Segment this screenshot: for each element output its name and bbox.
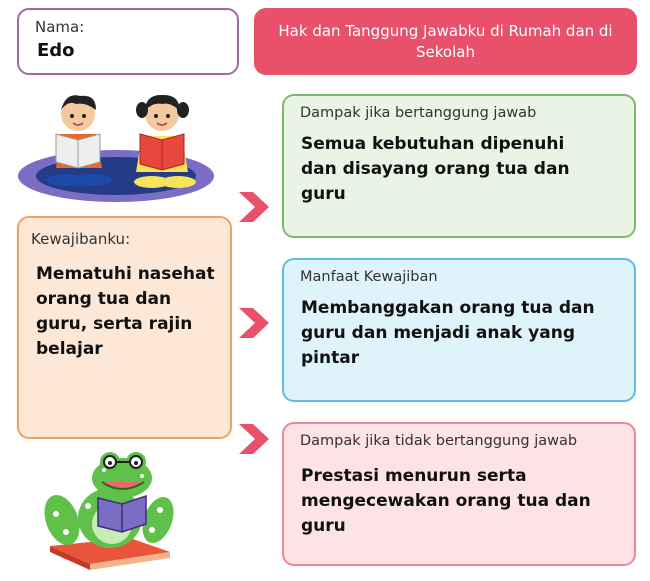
card-label: Dampak jika tidak bertanggung jawab [300, 433, 578, 449]
card-text: Prestasi menurun serta mengecewakan orang tua dan guru [301, 466, 591, 536]
card-text: Membanggakan orang tua dan guru dan menjadi anak yang pintar [301, 298, 595, 368]
card-responsible-impact [282, 94, 636, 238]
card-label: Dampak jika bertanggung jawab [300, 105, 537, 121]
duty-label: Kewajibanku: [31, 230, 131, 248]
arrow-right-icon [235, 300, 275, 346]
children-reading-illustration [16, 88, 216, 208]
arrow-right-icon [235, 184, 275, 230]
card-text: Semua kebutuhan dipenuhi dan disayang orang tua dan guru [301, 134, 570, 204]
duty-text: Mematuhi nasehat orang tua dan guru, serta rajin belajar [36, 264, 215, 359]
name-box [17, 8, 239, 75]
frog-reading-illustration [40, 448, 190, 573]
duty-box [17, 216, 232, 439]
name-value: Edo [37, 40, 75, 61]
arrow-right-icon [235, 416, 275, 462]
card-duty-benefit [282, 258, 636, 402]
card-irresponsible-impact [282, 422, 636, 566]
worksheet-title: Hak dan Tanggung Jawabku di Rumah dan di Sekolah [254, 8, 637, 75]
card-label: Manfaat Kewajiban [300, 269, 438, 285]
name-label: Nama: [35, 18, 85, 36]
